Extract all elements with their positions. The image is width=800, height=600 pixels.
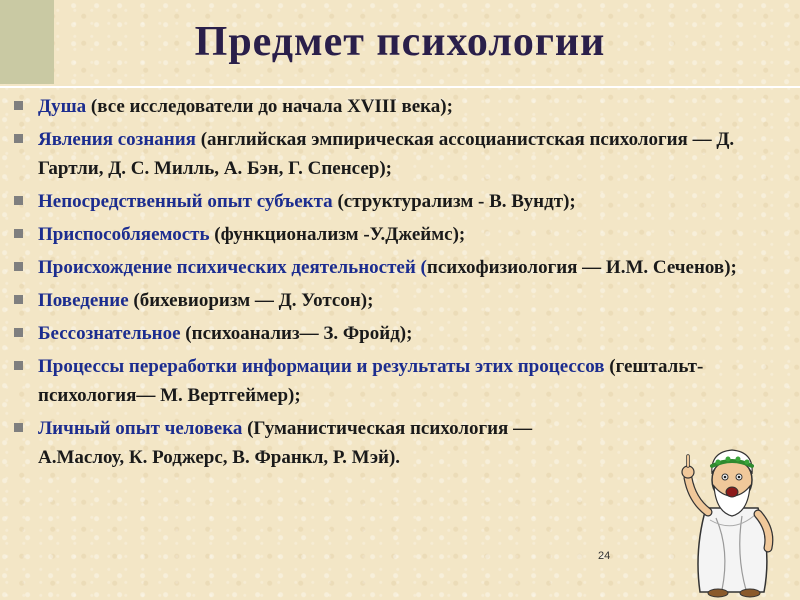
list-item	[8, 125, 768, 183]
list-item	[8, 286, 768, 315]
item-term: Поведение	[38, 290, 129, 311]
item-description: (бихевиоризм — Д. Уотсон);	[128, 290, 374, 311]
square-bullet-icon	[14, 229, 23, 238]
item-term: Бессознательное	[38, 323, 181, 344]
item-description: (гештальт-психология— М. Вертгеймер);	[38, 356, 704, 406]
list-item	[8, 187, 768, 216]
item-description: (психоанализ— З. Фройд);	[180, 323, 413, 344]
item-term: Процессы переработки информации и результаты этих процессов	[38, 356, 605, 377]
square-bullet-icon	[14, 262, 23, 271]
item-description: (структурализм - В. Вундт);	[332, 191, 576, 212]
list-item	[8, 414, 768, 472]
square-bullet-icon	[14, 328, 23, 337]
subject-list	[8, 92, 768, 476]
title-divider	[0, 86, 800, 88]
list-item	[8, 253, 768, 282]
square-bullet-icon	[14, 361, 23, 370]
philosopher-cartoon-icon	[672, 430, 794, 598]
square-bullet-icon	[14, 423, 23, 432]
item-description: психофизиология — И.М. Сеченов);	[426, 257, 737, 278]
item-term: Происхождение психических деятельностей (	[38, 257, 427, 278]
square-bullet-icon	[14, 134, 23, 143]
list-item	[8, 319, 768, 348]
list-item	[8, 92, 768, 121]
square-bullet-icon	[14, 101, 23, 110]
list-item	[8, 352, 768, 410]
item-description: (все исследователи до начала XVIII века);	[86, 96, 453, 117]
list-item	[8, 220, 768, 249]
item-term: Приспособляемость	[38, 224, 210, 245]
square-bullet-icon	[14, 295, 23, 304]
square-bullet-icon	[14, 196, 23, 205]
item-description: (английская эмпирическая ассоцианистская психология — Д. Гартли, Д. С. Милль, А. Бэн, Г. Спенсер);	[38, 129, 735, 179]
item-term: Непосредственный опыт субъекта	[38, 191, 333, 212]
page-number: 24	[598, 550, 611, 562]
item-term: Явления сознания	[38, 129, 196, 150]
slide-title: Предмет психологии	[194, 19, 606, 65]
item-term: Личный опыт человека	[38, 418, 243, 439]
item-description: (Гуманистическая психология — А.Маслоу, К. Роджерс, В. Франкл, Р. Мэй).	[38, 418, 533, 468]
item-term: Душа	[38, 96, 87, 117]
item-description: (функционализм -У.Джеймс);	[209, 224, 466, 245]
